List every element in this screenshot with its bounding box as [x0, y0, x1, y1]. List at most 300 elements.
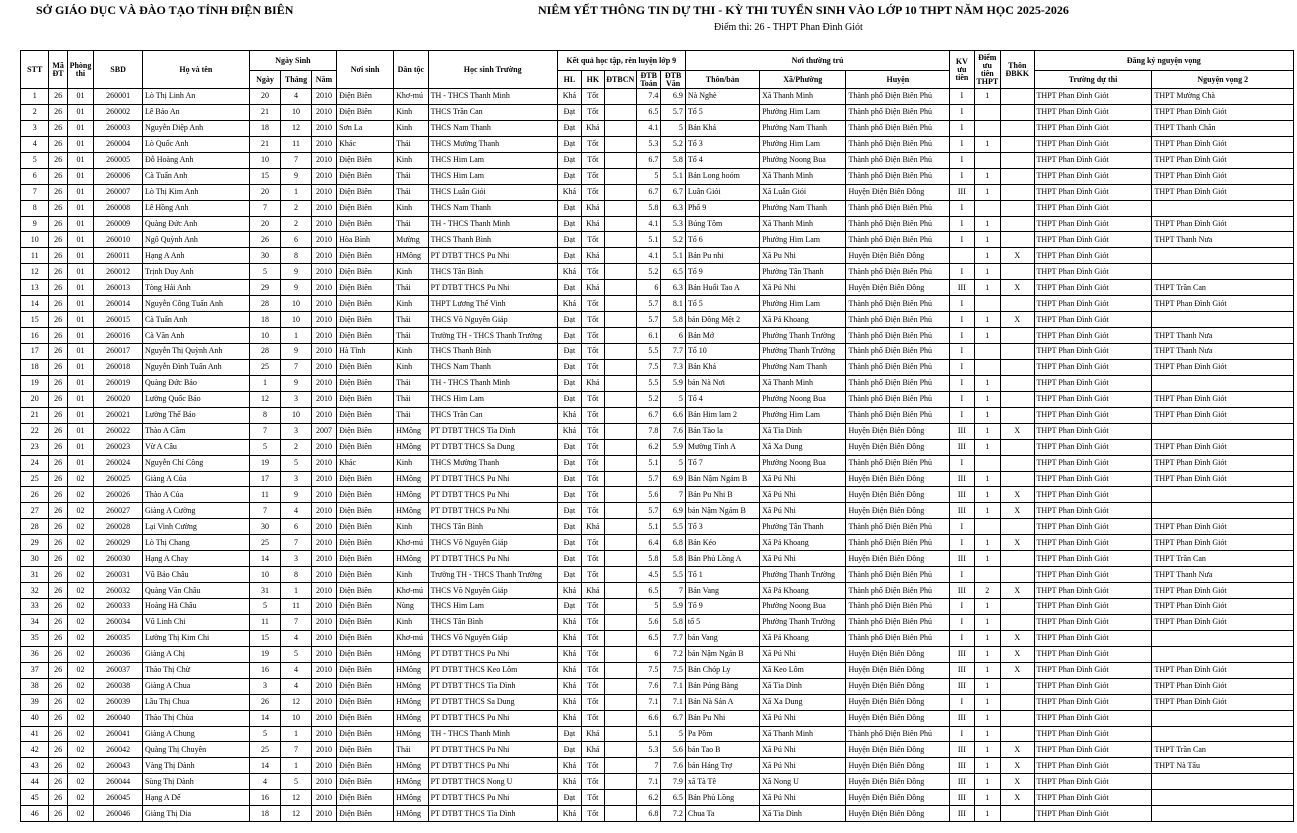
table-row [21, 120, 1294, 136]
cell-truong-du-thi: THPT Phan Đình Giót [1034, 487, 1152, 503]
cell-thon-ban: Bản Phủ Lồng [685, 790, 759, 806]
cell-sbd: 260025 [94, 471, 143, 487]
cell-ho-ten: Lại Vinh Cường [142, 519, 249, 535]
cell-thon-ban: Bản Khá [685, 359, 759, 375]
cell-huyen: Thành phố Điện Biên Phủ [846, 519, 950, 535]
cell-noi-sinh: Điện Biên [337, 599, 394, 615]
cell-kv: I [950, 391, 974, 407]
col-hs-truong: Học sinh Trường [428, 51, 557, 89]
cell-xa-phuong: Xã Pú Nhi [760, 790, 846, 806]
cell-diem-uu-tien: 1 [974, 375, 1000, 391]
cell-ma-dt: 26 [49, 296, 67, 312]
table-row [21, 455, 1294, 471]
cell-truong-du-thi: THPT Phan Đình Giót [1034, 375, 1152, 391]
cell-hs-truong: THCS Him Lam [428, 599, 557, 615]
cell-dan-toc: Khơ-mú [394, 89, 429, 105]
cell-kv: I [950, 152, 974, 168]
cell-huyen: Thành phố Điện Biên Phủ [846, 726, 950, 742]
cell-hs-truong: PT DTBT THCS Tìa Dình [428, 806, 557, 822]
cell-thon-dbkk: X [1001, 630, 1035, 646]
cell-huyen: Thành phố Điện Biên Phủ [846, 359, 950, 375]
cell-nv2: THPT Phan Đình Giót [1152, 662, 1294, 678]
cell-dtbcn [604, 487, 637, 503]
cell-truong-du-thi: THPT Phan Đình Giót [1034, 232, 1152, 248]
col-dtb-van: ĐTB Văn [661, 71, 685, 89]
cell-hs-truong: THCS Him Lam [428, 168, 557, 184]
cell-dtb-toan: 5.7 [637, 471, 661, 487]
cell-hk: Tốt [582, 344, 604, 360]
table-row [21, 535, 1294, 551]
cell-thon-dbkk [1001, 726, 1035, 742]
cell-dtbcn [604, 806, 637, 822]
cell-dtb-toan: 5.6 [637, 614, 661, 630]
cell-stt: 20 [21, 391, 49, 407]
cell-thang: 11 [281, 599, 312, 615]
cell-thang: 3 [281, 551, 312, 567]
cell-ho-ten: Cà Văn Anh [142, 328, 249, 344]
cell-huyen: Thành phố Điện Biên Phủ [846, 344, 950, 360]
cell-thon-dbkk: X [1001, 535, 1035, 551]
cell-dtbcn [604, 551, 637, 567]
cell-noi-sinh: Điện Biên [337, 471, 394, 487]
cell-ma-dt: 26 [49, 487, 67, 503]
table-row [21, 662, 1294, 678]
cell-diem-uu-tien: 1 [974, 439, 1000, 455]
cell-dtbcn [604, 152, 637, 168]
cell-nam: 2010 [311, 806, 336, 822]
cell-hk: Khá [582, 742, 604, 758]
cell-hs-truong: THCS Võ Nguyên Giáp [428, 630, 557, 646]
cell-kv: III [950, 710, 974, 726]
cell-ngay: 16 [249, 662, 281, 678]
cell-nam: 2010 [311, 264, 336, 280]
cell-huyen: Huyện Điện Biên Đông [846, 248, 950, 264]
cell-noi-sinh: Điện Biên [337, 328, 394, 344]
cell-hl: Đạt [557, 375, 581, 391]
cell-ho-ten: Hạng A Anh [142, 248, 249, 264]
cell-thon-ban: Tổ 3 [685, 136, 759, 152]
cell-thang: 3 [281, 391, 312, 407]
cell-dtb-van: 5.8 [661, 551, 685, 567]
cell-sbd: 260014 [94, 296, 143, 312]
cell-dtbcn [604, 535, 637, 551]
cell-thon-ban: tổ 5 [685, 614, 759, 630]
cell-stt: 26 [21, 487, 49, 503]
cell-noi-sinh: Điện Biên [337, 407, 394, 423]
cell-stt: 8 [21, 200, 49, 216]
cell-nv2: THPT Phan Đình Giót [1152, 168, 1294, 184]
cell-nv2 [1152, 503, 1294, 519]
cell-dan-toc: Kinh [394, 519, 429, 535]
cell-huyen: Thành phố Điện Biên Phủ [846, 232, 950, 248]
table-row [21, 646, 1294, 662]
cell-sbd: 260032 [94, 583, 143, 599]
cell-noi-sinh: Điện Biên [337, 583, 394, 599]
cell-kv: I [950, 519, 974, 535]
cell-dtbcn [604, 662, 637, 678]
cell-noi-sinh: Điện Biên [337, 152, 394, 168]
cell-dtb-van: 5.5 [661, 567, 685, 583]
cell-xa-phuong: Xã Tìa Dình [760, 678, 846, 694]
cell-dtb-van: 7.2 [661, 646, 685, 662]
cell-phong-thi: 02 [67, 535, 93, 551]
cell-sbd: 260028 [94, 519, 143, 535]
cell-stt: 1 [21, 89, 49, 105]
cell-nam: 2010 [311, 630, 336, 646]
cell-huyen: Thành phố Điện Biên Phủ [846, 630, 950, 646]
cell-thang: 6 [281, 519, 312, 535]
cell-nv2: THPT Trần Can [1152, 742, 1294, 758]
cell-nv2 [1152, 487, 1294, 503]
cell-thang: 7 [281, 359, 312, 375]
cell-truong-du-thi: THPT Phan Đình Giót [1034, 551, 1152, 567]
cell-hk: Tốt [582, 152, 604, 168]
cell-ho-ten: Cà Tuấn Anh [142, 312, 249, 328]
cell-dtb-toan: 4.5 [637, 567, 661, 583]
cell-nam: 2010 [311, 758, 336, 774]
cell-thon-ban: Mường Tỉnh A [685, 439, 759, 455]
cell-ma-dt: 26 [49, 232, 67, 248]
cell-hk: Tốt [582, 774, 604, 790]
cell-xa-phuong: Xã Thanh Minh [760, 89, 846, 105]
cell-huyen: Thành phố Điện Biên Phủ [846, 375, 950, 391]
cell-thon-dbkk: X [1001, 742, 1035, 758]
cell-dtb-toan: 6.4 [637, 535, 661, 551]
cell-thon-ban: Luân Giói [685, 184, 759, 200]
cell-sbd: 260029 [94, 535, 143, 551]
cell-diem-uu-tien: 1 [974, 232, 1000, 248]
cell-dtb-van: 7.6 [661, 758, 685, 774]
cell-ma-dt: 26 [49, 599, 67, 615]
cell-thon-dbkk [1001, 232, 1035, 248]
cell-thon-ban: Tổ 10 [685, 344, 759, 360]
cell-thon-dbkk [1001, 136, 1035, 152]
cell-hl: Đạt [557, 104, 581, 120]
cell-ma-dt: 26 [49, 646, 67, 662]
cell-dtb-van: 5.2 [661, 232, 685, 248]
cell-ngay: 7 [249, 200, 281, 216]
cell-nam: 2010 [311, 89, 336, 105]
cell-nv2 [1152, 312, 1294, 328]
cell-dtb-van: 6.8 [661, 535, 685, 551]
cell-dtb-van: 5.3 [661, 216, 685, 232]
cell-nv2: THPT Phan Đình Giót [1152, 678, 1294, 694]
cell-noi-sinh: Điện Biên [337, 646, 394, 662]
cell-dtbcn [604, 503, 637, 519]
cell-ho-ten: Lò Thị Kim Anh [142, 184, 249, 200]
cell-stt: 44 [21, 774, 49, 790]
cell-ngay: 18 [249, 120, 281, 136]
cell-stt: 17 [21, 344, 49, 360]
cell-thang: 9 [281, 344, 312, 360]
cell-hk: Tốt [582, 407, 604, 423]
cell-sbd: 260019 [94, 375, 143, 391]
cell-noi-sinh: Điện Biên [337, 200, 394, 216]
cell-ho-ten: Vũ Linh Chi [142, 614, 249, 630]
cell-diem-uu-tien: 2 [974, 583, 1000, 599]
cell-hk: Tốt [582, 535, 604, 551]
cell-dtb-toan: 6.7 [637, 407, 661, 423]
cell-dan-toc: HMông [394, 710, 429, 726]
col-truong-du-thi: Trường dự thi [1034, 71, 1152, 89]
cell-stt: 3 [21, 120, 49, 136]
cell-thang: 5 [281, 646, 312, 662]
cell-hl: Đạt [557, 280, 581, 296]
table-row [21, 328, 1294, 344]
cell-stt: 25 [21, 471, 49, 487]
cell-dan-toc: Thái [394, 280, 429, 296]
cell-thang: 1 [281, 758, 312, 774]
cell-noi-sinh: Điện Biên [337, 184, 394, 200]
cell-dtbcn [604, 646, 637, 662]
cell-thon-ban: bản Háng Trợ [685, 758, 759, 774]
cell-diem-uu-tien [974, 200, 1000, 216]
cell-nam: 2010 [311, 168, 336, 184]
cell-ngay: 5 [249, 599, 281, 615]
cell-hs-truong: THCS Trần Can [428, 407, 557, 423]
cell-ngay: 30 [249, 248, 281, 264]
cell-thang: 11 [281, 136, 312, 152]
cell-hk: Tốt [582, 184, 604, 200]
cell-dan-toc: Thái [394, 168, 429, 184]
cell-phong-thi: 02 [67, 519, 93, 535]
cell-thon-dbkk [1001, 328, 1035, 344]
table-row [21, 790, 1294, 806]
cell-nam: 2010 [311, 136, 336, 152]
cell-hl: Đạt [557, 567, 581, 583]
cell-truong-du-thi: THPT Phan Đình Giót [1034, 758, 1152, 774]
cell-hl: Đạt [557, 503, 581, 519]
cell-phong-thi: 01 [67, 391, 93, 407]
cell-hl: Đạt [557, 551, 581, 567]
cell-ma-dt: 26 [49, 152, 67, 168]
table-row [21, 583, 1294, 599]
cell-xa-phuong: Xã Luân Giói [760, 184, 846, 200]
cell-ma-dt: 26 [49, 726, 67, 742]
cell-dan-toc: Thái [394, 312, 429, 328]
cell-nam: 2010 [311, 471, 336, 487]
cell-ho-ten: Lò Thị Chang [142, 535, 249, 551]
cell-dtb-toan: 6.7 [637, 152, 661, 168]
cell-hk: Khá [582, 583, 604, 599]
cell-sbd: 260012 [94, 264, 143, 280]
cell-ngay: 14 [249, 551, 281, 567]
cell-hl: Đạt [557, 599, 581, 615]
cell-sbd: 260039 [94, 694, 143, 710]
col-hl: HL [557, 71, 581, 89]
cell-dtb-toan: 5.7 [637, 503, 661, 519]
cell-diem-uu-tien: 1 [974, 471, 1000, 487]
cell-sbd: 260026 [94, 487, 143, 503]
cell-dtb-van: 5 [661, 726, 685, 742]
cell-noi-sinh: Hà Tĩnh [337, 344, 394, 360]
cell-phong-thi: 01 [67, 200, 93, 216]
cell-sbd: 260027 [94, 503, 143, 519]
cell-dtbcn [604, 136, 637, 152]
cell-hs-truong: THCS Tân Bình [428, 519, 557, 535]
cell-truong-du-thi: THPT Phan Đình Giót [1034, 248, 1152, 264]
col-nv2: Nguyện vọng 2 [1152, 71, 1294, 89]
cell-stt: 13 [21, 280, 49, 296]
cell-dtb-toan: 5 [637, 599, 661, 615]
cell-ma-dt: 26 [49, 280, 67, 296]
cell-ho-ten: Quàng Thị Chuyên [142, 742, 249, 758]
cell-dtbcn [604, 678, 637, 694]
cell-hl: Khá [557, 184, 581, 200]
cell-huyen: Thành phố Điện Biên Phủ [846, 89, 950, 105]
cell-kv: III [950, 280, 974, 296]
cell-kv: I [950, 89, 974, 105]
cell-phong-thi: 02 [67, 567, 93, 583]
cell-ngay: 7 [249, 423, 281, 439]
cell-thon-ban: Nà Nghè [685, 89, 759, 105]
cell-hs-truong: TH - THCS Thanh Minh [428, 726, 557, 742]
cell-dtb-toan: 5.8 [637, 551, 661, 567]
table-row [21, 710, 1294, 726]
cell-hl: Đạt [557, 216, 581, 232]
cell-dtb-toan: 6.2 [637, 439, 661, 455]
cell-huyen: Huyện Điện Biên Đông [846, 678, 950, 694]
cell-stt: 9 [21, 216, 49, 232]
cell-truong-du-thi: THPT Phan Đình Giót [1034, 359, 1152, 375]
cell-dan-toc: HMông [394, 471, 429, 487]
cell-xa-phuong: Phường Him Lam [760, 296, 846, 312]
cell-diem-uu-tien: 1 [974, 264, 1000, 280]
cell-hs-truong: THCS Nam Thanh [428, 200, 557, 216]
cell-dtb-van: 5.8 [661, 312, 685, 328]
cell-ngay: 14 [249, 710, 281, 726]
cell-truong-du-thi: THPT Phan Đình Giót [1034, 328, 1152, 344]
cell-huyen: Thành phố Điện Biên Phủ [846, 296, 950, 312]
cell-hl: Đạt [557, 455, 581, 471]
cell-hs-truong: THCS Tân Bình [428, 614, 557, 630]
table-row [21, 567, 1294, 583]
cell-diem-uu-tien: 1 [974, 678, 1000, 694]
cell-truong-du-thi: THPT Phan Đình Giót [1034, 519, 1152, 535]
cell-thon-ban: xã Tà Tê [685, 774, 759, 790]
cell-dan-toc: HMông [394, 806, 429, 822]
cell-ngay: 31 [249, 583, 281, 599]
cell-nv2: THPT Phan Đình Giót [1152, 519, 1294, 535]
cell-sbd: 260009 [94, 216, 143, 232]
cell-kv: I [950, 136, 974, 152]
cell-dtbcn [604, 599, 637, 615]
cell-thon-dbkk: X [1001, 503, 1035, 519]
cell-thon-ban: Bản Khá [685, 120, 759, 136]
cell-nam: 2010 [311, 662, 336, 678]
cell-nam: 2010 [311, 104, 336, 120]
table-row [21, 551, 1294, 567]
col-thang: Tháng [281, 71, 312, 89]
cell-kv: III [950, 806, 974, 822]
cell-truong-du-thi: THPT Phan Đình Giót [1034, 407, 1152, 423]
cell-dtb-van: 6.5 [661, 264, 685, 280]
cell-ngay: 15 [249, 168, 281, 184]
cell-diem-uu-tien: 1 [974, 503, 1000, 519]
cell-dtbcn [604, 423, 637, 439]
cell-nam: 2010 [311, 599, 336, 615]
cell-nam: 2010 [311, 535, 336, 551]
table-header [21, 51, 1294, 89]
cell-sbd: 260005 [94, 152, 143, 168]
cell-thang: 1 [281, 726, 312, 742]
cell-diem-uu-tien: 1 [974, 184, 1000, 200]
cell-ma-dt: 26 [49, 168, 67, 184]
cell-dtbcn [604, 120, 637, 136]
cell-ma-dt: 26 [49, 471, 67, 487]
col-ngay-sinh: Ngày Sinh [249, 51, 336, 71]
cell-dtb-van: 5.9 [661, 599, 685, 615]
cell-phong-thi: 02 [67, 774, 93, 790]
cell-nv2: THPT Trần Can [1152, 280, 1294, 296]
table-row [21, 407, 1294, 423]
cell-nam: 2010 [311, 359, 336, 375]
cell-hl: Khá [557, 646, 581, 662]
cell-thang: 5 [281, 455, 312, 471]
cell-noi-sinh: Điện Biên [337, 614, 394, 630]
cell-thon-dbkk: X [1001, 487, 1035, 503]
cell-truong-du-thi: THPT Phan Đình Giót [1034, 503, 1152, 519]
table-row [21, 312, 1294, 328]
cell-hk: Tốt [582, 662, 604, 678]
cell-dtbcn [604, 89, 637, 105]
cell-stt: 40 [21, 710, 49, 726]
cell-hs-truong: THCS Võ Nguyên Giáp [428, 583, 557, 599]
cell-thon-dbkk: X [1001, 758, 1035, 774]
cell-phong-thi: 02 [67, 471, 93, 487]
cell-kv: I [950, 120, 974, 136]
cell-diem-uu-tien: 1 [974, 280, 1000, 296]
cell-thang: 10 [281, 296, 312, 312]
cell-huyen: Thành phố Điện Biên Phủ [846, 200, 950, 216]
cell-truong-du-thi: THPT Phan Đình Giót [1034, 200, 1152, 216]
cell-dtb-van: 6.6 [661, 407, 685, 423]
cell-hs-truong: PT DTBT THCS Pu Nhi [428, 471, 557, 487]
col-dang-ky: Đăng ký nguyện vọng [1034, 51, 1293, 71]
cell-hs-truong: TH - THCS Thanh Minh [428, 375, 557, 391]
cell-dtb-van: 7.7 [661, 344, 685, 360]
cell-xa-phuong: Phường Noong Bua [760, 391, 846, 407]
cell-hl: Khá [557, 678, 581, 694]
cell-thang: 4 [281, 678, 312, 694]
cell-nv2: THPT Phan Đình Giót [1152, 694, 1294, 710]
cell-dtb-toan: 7.6 [637, 678, 661, 694]
table-row [21, 232, 1294, 248]
cell-xa-phuong: Phường Nam Thanh [760, 359, 846, 375]
cell-nam: 2010 [311, 790, 336, 806]
cell-thang: 7 [281, 152, 312, 168]
cell-hs-truong: THCS Nam Thanh [428, 120, 557, 136]
cell-ngay: 26 [249, 232, 281, 248]
cell-kv: III [950, 774, 974, 790]
cell-xa-phuong: Xã Pu Nhi [760, 248, 846, 264]
table-row [21, 423, 1294, 439]
cell-ho-ten: Quàng Văn Châu [142, 583, 249, 599]
cell-thon-dbkk: X [1001, 280, 1035, 296]
cell-dtbcn [604, 710, 637, 726]
cell-dtb-van: 7.9 [661, 774, 685, 790]
cell-phong-thi: 01 [67, 407, 93, 423]
cell-truong-du-thi: THPT Phan Đình Giót [1034, 280, 1152, 296]
cell-ngay: 4 [249, 774, 281, 790]
document-title: NIÊM YẾT THÔNG TIN DỰ THI - KỲ THI TUYỂN SINH VÀO LỚP 10 THPT NĂM HỌC 2025-2026 [538, 3, 1069, 17]
cell-dan-toc: Thái [394, 136, 429, 152]
cell-ma-dt: 26 [49, 391, 67, 407]
cell-hk: Khá [582, 726, 604, 742]
cell-thon-ban: Bản Mớ [685, 328, 759, 344]
cell-diem-uu-tien: 1 [974, 614, 1000, 630]
cell-hl: Đạt [557, 200, 581, 216]
